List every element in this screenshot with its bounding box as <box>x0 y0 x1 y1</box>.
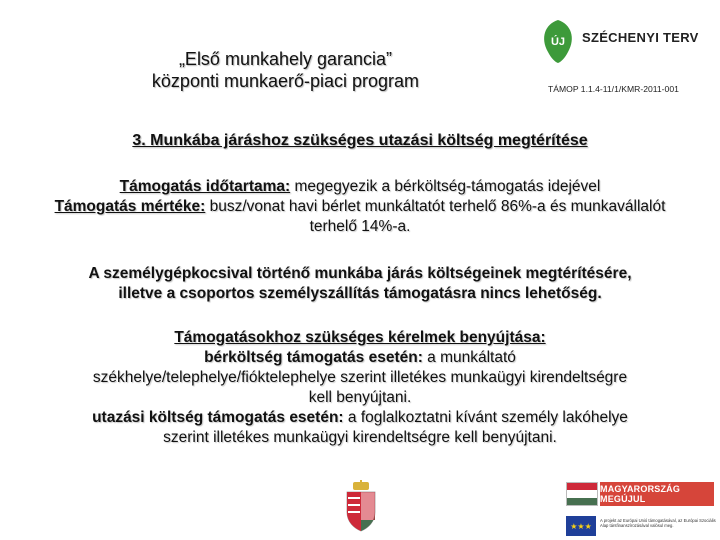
travel-text-1: a foglalkoztatni kívánt személy lakóhelye <box>343 409 628 426</box>
wage-text-2: székhelye/telephelye/fióktelephelye szerint illetékes munkaügyi kirendeltségre <box>92 369 628 386</box>
footer-logos <box>560 478 720 540</box>
szechenyi-terv-logo <box>538 16 708 78</box>
applications-heading: Támogatásokhoz szükséges kérelmek benyújtása: <box>174 329 546 346</box>
car-note-line2: illetve a csoportos személyszállítás támogatásra nincs lehetőség. <box>118 285 602 302</box>
travel-label: utazási költség támogatás esetén: <box>92 409 344 426</box>
section-title: 3. Munkába járáshoz szükséges utazási költség megtérítése <box>132 132 588 149</box>
amount-label: Támogatás mértéke: <box>54 198 206 215</box>
wage-text-3: kell benyújtani. <box>308 389 412 406</box>
duration-text: megegyezik a bérköltség-támogatás idejével <box>290 178 601 195</box>
szechenyi-leaf-icon <box>538 18 578 64</box>
logo-text: SZÉCHENYI TERV <box>582 30 699 45</box>
project-code: TÁMOP 1.1.4-11/1/KMR-2011-001 <box>548 84 679 94</box>
duration-label: Támogatás időtartama: <box>119 178 291 195</box>
wage-text-1: a munkáltató <box>422 349 516 366</box>
support-details <box>30 177 690 237</box>
amount-text: busz/vonat havi bérlet munkáltatót terhelő 86%-a és munkavállalót terhelő 14%-a. <box>205 198 666 235</box>
coat-of-arms-icon <box>342 480 380 532</box>
car-note <box>30 264 690 304</box>
car-note-line1: A személygépkocsival történő munkába járás költségeinek megtérítésére, <box>88 265 632 282</box>
eu-funding-text: A projekt az Európai Unió támogatásával, az Európai Szociális Alap társfinanszírozásával valósul meg. <box>600 518 716 528</box>
duration-line <box>30 177 690 197</box>
logo-prefix: ÚJ <box>550 36 566 48</box>
program-title <box>118 48 453 92</box>
amount-line <box>30 197 690 237</box>
travel-text-2: szerint illetékes munkaügyi kirendeltségre kell benyújtani. <box>163 429 557 446</box>
hungarian-flag-icon <box>566 482 598 506</box>
applications-block <box>30 328 690 448</box>
program-title-line2: központi munkaerő-piaci program <box>151 71 420 91</box>
program-title-line1: „Első munkahely garancia” <box>178 49 393 69</box>
wage-line <box>30 348 690 368</box>
eu-flag-icon: ★★★ <box>566 516 596 536</box>
travel-line <box>30 408 690 428</box>
wage-label: bérköltség támogatás esetén: <box>204 349 423 366</box>
magyarorszag-megujul-banner: MAGYARORSZÁG MEGÚJUL <box>600 482 714 506</box>
